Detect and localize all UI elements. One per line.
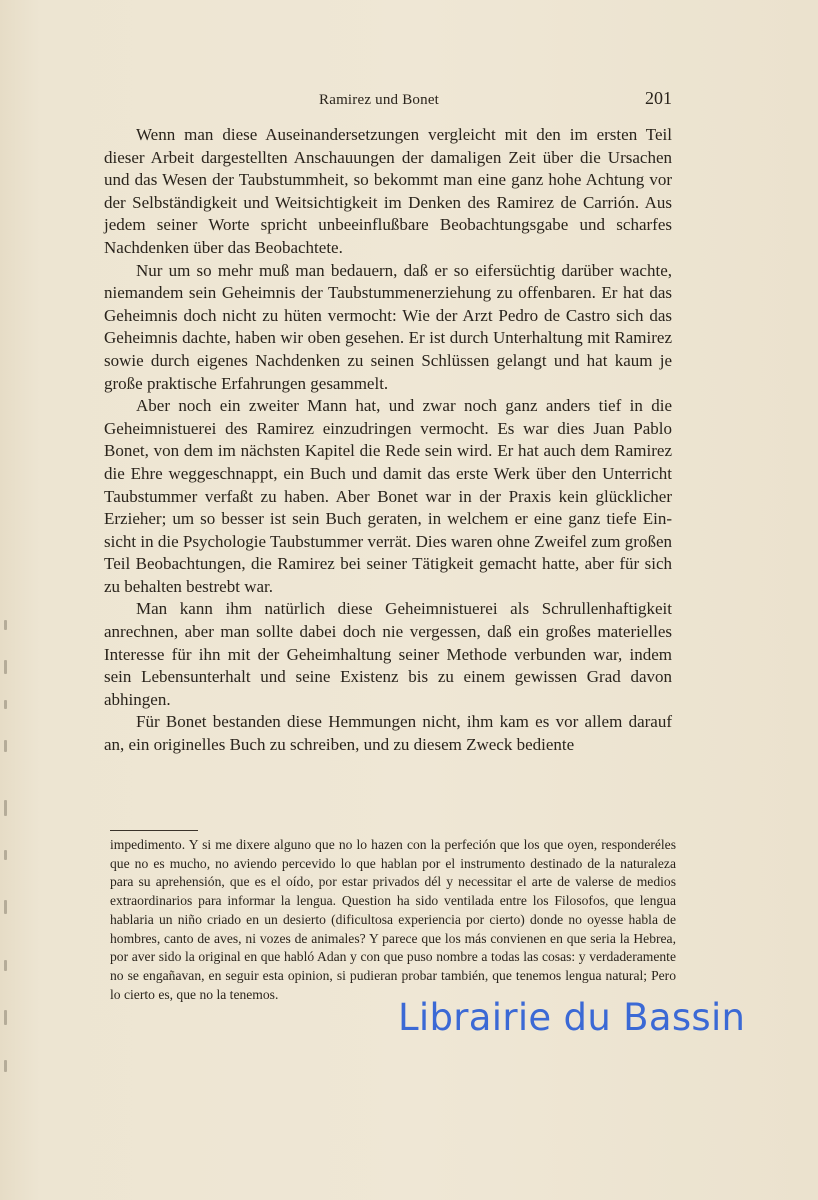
page-header xyxy=(104,88,672,112)
paragraph: Wenn man diese Auseinandersetzungen vergleicht mit den im ersten Teil dieser Arbeit dargestellten Anschauungen der damaligen Zeit über die Ursachen und das Wesen der Taubstummheit, so bekommt man eine ganz hohe Achtung vor der Selbständigkeit und Weitsichtigkeit im Denken des Ramirez de Carrión. Aus jedem seiner Worte spricht unbeeinflußbare Beobachtungsgabe und scharfes Nachdenken über das Beobachtete. xyxy=(104,125,672,257)
running-head: Ramirez und Bonet xyxy=(319,92,440,108)
footnote-text: impedimento. Y si me dixere alguno que no lo hazen con la perfeción que los que oyen, responderéles que no es mucho, no aviendo percevido lo que hablan por el instrumento destinado de la naturaleza para su aprehensión, que es el oído, por estar privados dél y necessitar el arte de valerse de medios extraordinarios para informar la lengua. Question ha sido ventilada entre los Filosofos, que lengua hablaria un niño criado en un desierto (dificultosa experiencia por cierto) donde no oyesse habla de hombres, canto de aves, ni vozes de animales? Y parece que los más convienen en que seria la Hebrea, por aver sido la original en que habló Adan y con que puso nombre a todas las cosas: y verdaderamente no se engañavan, en seguir esta opinion, si pudieran probar también, que tenemos lengua natural; Pero lo cierto es, que no la tenemos. xyxy=(110,837,676,1002)
paragraph: Aber noch ein zweiter Mann hat, und zwar noch ganz anders tief in die Geheimnistuerei des Ramirez einzudringen vermocht. Es war dies Juan Pablo Bonet, von dem im nächsten Kapitel die Rede sein wird. Er hat auch dem Ramirez die Ehre weggeschnappt, ein Buch und damit das erste Werk über den Unterricht Taubstummer verfaßt zu haben. Aber Bonet war in der Praxis kein glücklicher Erzieher; um so besser ist sein Buch geraten, in welchem er eine ganz tiefe Einsicht in die Psychologie Taubstummer verrät. Dies waren ohne Zweifel zum großen Teil Beobachtungen, die Ramirez bei seiner Tätigkeit gemacht hatte, aber für sich zu behalten bestrebt war. xyxy=(104,396,672,596)
paragraph: Nur um so mehr muß man bedauern, daß er so eifersüchtig darüber wachte, niemandem sein Geheimnis der Taubstummenerziehung zu offenbaren. Er hat das Geheimnis doch nicht zu hüten vermocht: Wie der Arzt Pedro de Castro sich das Geheimnis dachte, haben wir oben gesehen. Er ist durch Unterhaltung mit Ramirez sowie durch eigenes Nachdenken zu seinen Schlüssen gelangt und hat kaum je große praktische Erfahrungen gesammelt. xyxy=(104,260,672,393)
watermark: Librairie du Bassin xyxy=(398,996,746,1039)
facing-page-edge xyxy=(0,600,22,1120)
page-number: 201 xyxy=(645,88,672,108)
paragraph: Für Bonet bestanden diese Hemmungen nicht, ihm kam es vor allem darauf an, ein originelles Buch zu schreiben, und zu diesem Zweck bediente xyxy=(104,712,672,755)
body-text xyxy=(104,124,672,757)
footnote xyxy=(110,836,676,1004)
footnote-rule xyxy=(110,830,198,831)
paragraph: Man kann ihm natürlich diese Geheimnistuerei als Schrullenhaftigkeit anrechnen, aber man sollte dabei doch nie vergessen, daß ein großes materielles Interesse für ihn mit der Geheimhaltung seiner Methode verbunden war, indem sein Lebensunterhalt und seine Existenz bis zu einem gewissen Grad davon abhingen. xyxy=(104,599,672,709)
